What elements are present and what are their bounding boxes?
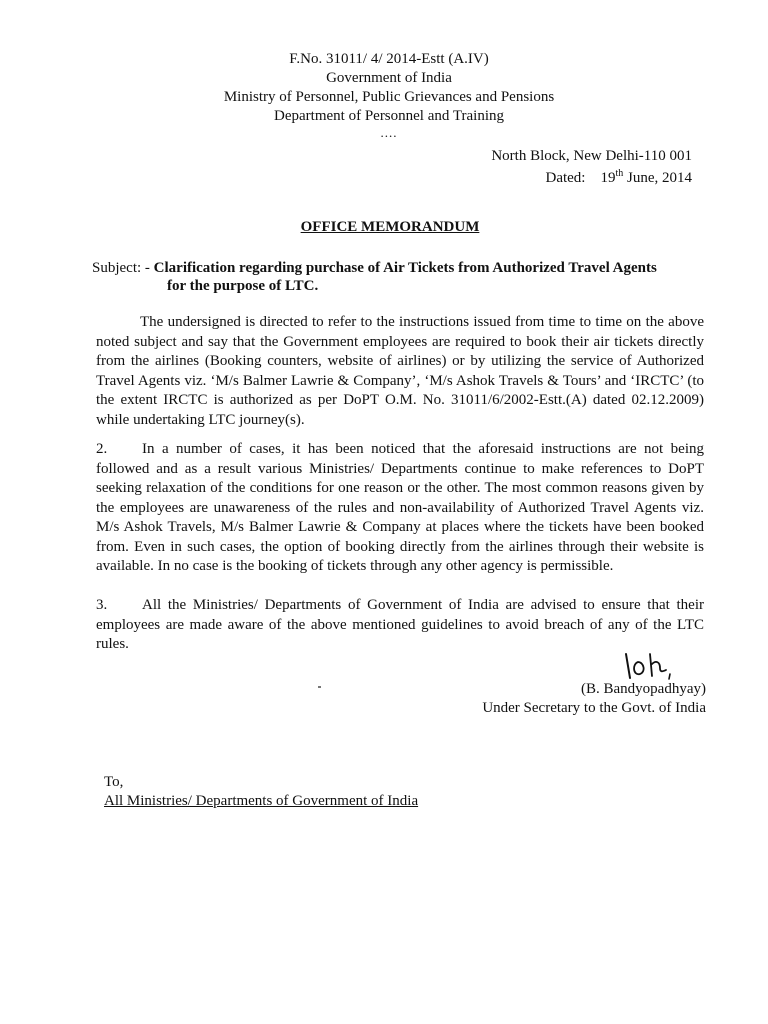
paragraph-1-text: The undersigned is directed to refer to the instructions issued from time to time on the above noted subject and say that the Government employees are required to book their air tickets directly from the airlines (Booking counters, website of airlines) or by utilizing the service of Authorized Travel Agents viz. ‘M/s Balmer Lawrie & Company’, ‘M/s Ashok Travels & Tours’ and ‘IRCTC’ (to the extent IRCTC is authorized as per DoPT O.M. No. 31011/6/2002-Estt.(A) dated 02.12.2009) while undertaking LTC journey(s).: [96, 314, 704, 428]
scan-speck: [318, 686, 321, 688]
paragraph-3-number: 3.: [96, 597, 108, 613]
office-address: [491, 148, 692, 187]
ministry-name: Ministry of Personnel, Public Grievances and Pensions: [223, 89, 555, 105]
recipient-address: All Ministries/ Departments of Government of India: [104, 793, 419, 809]
memo-title: OFFICE MEMORANDUM: [300, 219, 480, 235]
subject-line-1: Clarification regarding purchase of Air Tickets from Authorized Travel Agents: [153, 260, 657, 276]
header-dots: ....: [380, 125, 398, 140]
subject-label: Subject: -: [92, 260, 154, 276]
dated-day: 19: [600, 170, 616, 186]
office-location: North Block, New Delhi-110 001: [491, 148, 692, 164]
to-label: To,: [104, 774, 124, 790]
document-header: [0, 50, 768, 140]
paragraph-3-text: All the Ministries/ Departments of Government of India are advised to ensure that their employees are made aware of the above mentioned guidelines to avoid breach of any of the LTC rules.: [96, 597, 704, 652]
signatory-designation: Under Secretary to the Govt. of India: [482, 700, 706, 716]
file-number: F.No. 31011/ 4/ 2014-Estt (A.IV): [289, 51, 489, 67]
paragraph-2: [96, 440, 704, 577]
paragraph-3: [96, 596, 704, 655]
government-name: Government of India: [326, 70, 452, 86]
department-name: Department of Personnel and Training: [274, 108, 504, 124]
subject-line-2: for the purpose of LTC.: [167, 278, 319, 294]
dated-suffix: th: [615, 168, 624, 179]
subject-block: [92, 259, 712, 295]
signatory-block: [482, 680, 706, 718]
paragraph-2-text: In a number of cases, it has been noticed that the aforesaid instructions are not being followed and as a result various Ministries/ Departments continue to make references to DoPT seeking relaxation of the conditions for one reason or the other. The most common reasons given by the employees are unawareness of the rules and non-availability of Authorized Travel Agents viz. M/s Ashok Travels, M/s Balmer Lawrie & Company at places where the tickets have been booked from. Even in such cases, the option of booking directly from the airlines through their website is available. In no case is the booking of tickets through any other agency is permissible.: [96, 441, 704, 574]
paragraph-1: [96, 313, 704, 430]
dated-label: Dated:: [545, 170, 586, 186]
dated-rest: June, 2014: [627, 170, 692, 186]
handwritten-signature-icon: [600, 648, 690, 682]
recipient-block: [104, 773, 418, 811]
paragraph-2-number: 2.: [96, 441, 108, 457]
date-line: [491, 165, 692, 187]
signatory-name: (B. Bandyopadhyay): [581, 681, 706, 697]
